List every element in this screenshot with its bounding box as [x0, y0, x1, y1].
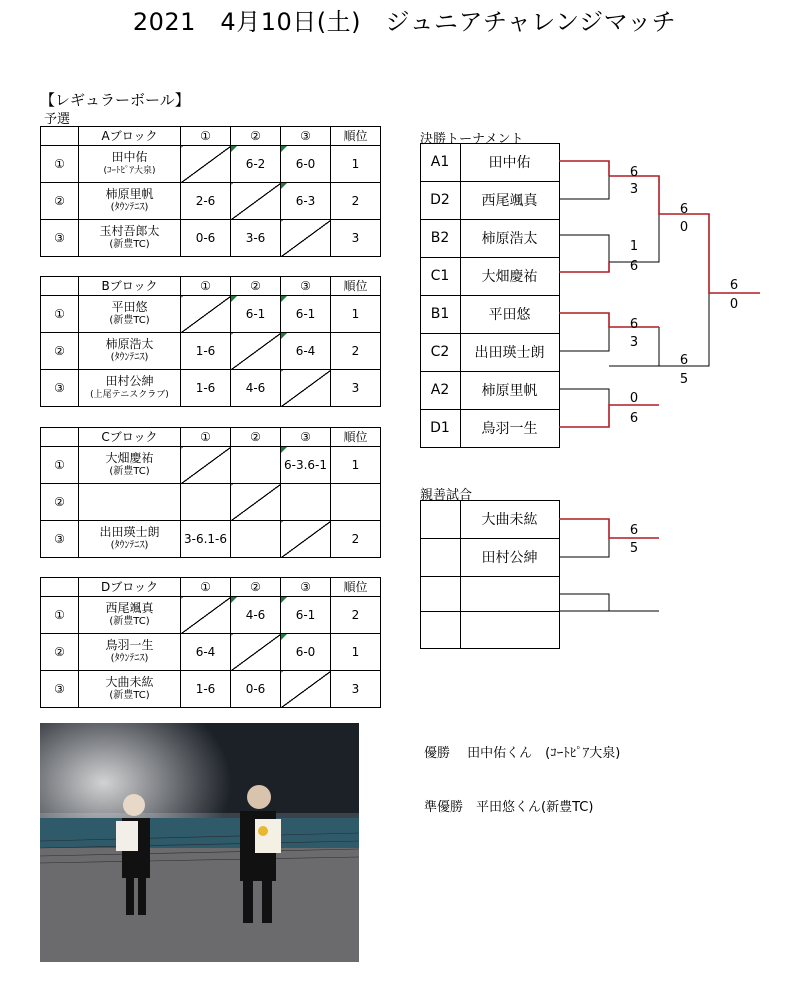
- row-number: ②: [41, 484, 79, 521]
- seed-code: A2: [430, 382, 450, 398]
- bracket-player-name: 平田悠: [488, 307, 531, 323]
- score-cell: 6-1: [281, 296, 331, 333]
- rank-header: 順位: [331, 428, 381, 447]
- seed-code: D1: [430, 420, 450, 436]
- category-label: 【レギュラーボール】: [40, 91, 190, 109]
- score-cell: 6-3: [281, 183, 331, 220]
- bracket-player-name: 柿原浩太: [481, 231, 538, 247]
- row-number: ③: [41, 521, 79, 558]
- seed-code: C2: [430, 344, 450, 360]
- player-name: 大曲未紘: [105, 675, 154, 689]
- player-name: 西尾颯真: [105, 601, 154, 615]
- r1-m2-score-bottom: 6: [629, 259, 639, 274]
- seed-code: A1: [430, 154, 450, 170]
- bracket-player-name: 西尾颯真: [481, 193, 538, 209]
- final-tournament-label: 決勝トーナメント: [420, 132, 524, 147]
- player-club: (新豊TC): [109, 466, 150, 477]
- col-header-3: ③: [281, 127, 331, 146]
- r1-m4-score-top: 0: [629, 391, 639, 406]
- score-cell: 0-6: [231, 671, 281, 708]
- friendly-score-top: 6: [629, 523, 639, 538]
- rank-cell: 2: [331, 183, 381, 220]
- score-cell: 6-0: [281, 146, 331, 183]
- player-name: 柿原里帆: [105, 187, 154, 201]
- player-name: 玉村吾郎太: [99, 224, 160, 238]
- col-header-2: ②: [231, 578, 281, 597]
- player-club: (新豊TC): [109, 239, 150, 250]
- player-name: 田中佑: [111, 150, 148, 164]
- score-cell: 6-4: [281, 333, 331, 370]
- r1-m2-score-top: 1: [629, 239, 639, 254]
- col-header-2: ②: [231, 127, 281, 146]
- rank-header: 順位: [331, 578, 381, 597]
- award-photo: [40, 723, 359, 962]
- bracket-player-name: 柿原里帆: [481, 383, 538, 399]
- bracket-player-name: 大畑慶祐: [481, 269, 538, 285]
- row-number: ①: [41, 447, 79, 484]
- player-name: 出田瑛士朗: [99, 525, 160, 539]
- winner-text: 優勝 田中佑くん (ｺｰﾄﾋﾟｱ大泉): [424, 746, 621, 761]
- player-club: (新豊TC): [109, 315, 150, 326]
- bracket-player-name: 田中佑: [488, 155, 531, 171]
- rank-cell: 2: [331, 597, 381, 634]
- friendly-player-name: 田村公紳: [481, 550, 538, 566]
- col-header-3: ③: [281, 578, 331, 597]
- rank-cell: 2: [331, 521, 381, 558]
- prelim-label: 予選: [44, 112, 71, 127]
- rank-cell: 1: [331, 146, 381, 183]
- rank-cell: 3: [331, 220, 381, 257]
- rank-cell: 3: [331, 671, 381, 708]
- block-name: Aブロック: [79, 127, 181, 146]
- player-club: (ｺｰﾄﾋﾟｱ大泉): [103, 166, 156, 176]
- friendly-player-name: [460, 611, 559, 648]
- rank-cell: 1: [331, 634, 381, 671]
- score-cell: 6-0: [281, 634, 331, 671]
- r1-m3-score-top: 6: [629, 317, 639, 332]
- col-header-2: ②: [231, 428, 281, 447]
- friendly-player-name: [460, 576, 559, 611]
- player-club: (新豊TC): [109, 690, 150, 701]
- r2-m2-score-top: 6: [679, 353, 689, 368]
- bracket-player-name: 出田瑛士朗: [474, 345, 545, 361]
- player-club: (ﾀｳﾝﾃﾆｽ): [110, 540, 149, 551]
- score-cell: 3-6.1-6: [181, 521, 231, 558]
- r2-m1-score-bottom: 0: [679, 220, 689, 235]
- score-cell: 4-6: [231, 597, 281, 634]
- score-cell: 6-3.6-1: [281, 447, 331, 484]
- score-cell: 1-6: [181, 333, 231, 370]
- rank-cell: 3: [331, 370, 381, 407]
- seed-code: D2: [430, 192, 450, 208]
- col-header-3: ③: [281, 277, 331, 296]
- rank-cell: 2: [331, 333, 381, 370]
- block-name: Dブロック: [79, 578, 181, 597]
- bracket-player-name: 鳥羽一生: [481, 421, 538, 437]
- block-name: Bブロック: [79, 277, 181, 296]
- friendly-match-label: 親善試合: [420, 488, 473, 503]
- col-header-1: ①: [181, 277, 231, 296]
- final-score-bottom: 0: [729, 297, 739, 312]
- player-club: (ﾀｳﾝﾃﾆｽ): [110, 352, 149, 363]
- player-name: 鳥羽一生: [105, 638, 154, 652]
- r1-m1-score-top: 6: [629, 165, 639, 180]
- page-title: 2021 4月10日(土) ジュニアチャレンジマッチ: [132, 8, 677, 36]
- block-name: Cブロック: [79, 428, 181, 447]
- rank-cell: 1: [331, 447, 381, 484]
- row-number: ③: [41, 671, 79, 708]
- col-header-1: ①: [181, 428, 231, 447]
- player-club: (ﾀｳﾝﾃﾆｽ): [110, 653, 149, 664]
- final-score-top: 6: [729, 278, 739, 293]
- score-cell: 3-6: [231, 220, 281, 257]
- friendly-score-bottom: 5: [629, 541, 639, 556]
- player-club: (上尾テニスクラブ): [90, 390, 169, 400]
- row-number: ②: [41, 333, 79, 370]
- row-number: ②: [41, 634, 79, 671]
- score-cell: 1-6: [181, 671, 231, 708]
- row-number: ①: [41, 146, 79, 183]
- r2-m1-score-top: 6: [679, 202, 689, 217]
- score-cell: 4-6: [231, 370, 281, 407]
- col-header-2: ②: [231, 277, 281, 296]
- rank-header: 順位: [331, 277, 381, 296]
- r1-m4-score-bottom: 6: [629, 411, 639, 426]
- player-club: (新豊TC): [109, 616, 150, 627]
- seed-code: B2: [430, 230, 450, 246]
- rank-header: 順位: [331, 127, 381, 146]
- score-cell: 6-1: [281, 597, 331, 634]
- row-number: ②: [41, 183, 79, 220]
- player-name: 平田悠: [111, 300, 148, 314]
- row-number: ③: [41, 370, 79, 407]
- r1-m1-score-bottom: 3: [629, 182, 639, 197]
- seed-code: C1: [430, 268, 450, 284]
- score-cell: 2-6: [181, 183, 231, 220]
- row-number: ①: [41, 597, 79, 634]
- r1-m3-score-bottom: 3: [629, 335, 639, 350]
- col-header-3: ③: [281, 428, 331, 447]
- seed-code: B1: [430, 306, 450, 322]
- score-cell: 6-1: [231, 296, 281, 333]
- player-name: 大畑慶祐: [105, 451, 154, 465]
- score-cell: 6-4: [181, 634, 231, 671]
- rank-cell: 1: [331, 296, 381, 333]
- score-cell: 0-6: [181, 220, 231, 257]
- player-name: 柿原浩太: [105, 337, 154, 351]
- player-name: 田村公紳: [105, 374, 154, 388]
- score-cell: 1-6: [181, 370, 231, 407]
- friendly-player-name: 大曲未紘: [481, 512, 538, 528]
- row-number: ③: [41, 220, 79, 257]
- runnerup-text: 準優勝 平田悠くん(新豊TC): [424, 800, 594, 815]
- r2-m2-score-bottom: 5: [679, 372, 689, 387]
- score-cell: 6-2: [231, 146, 281, 183]
- col-header-1: ①: [181, 127, 231, 146]
- player-club: (ﾀｳﾝﾃﾆｽ): [110, 202, 149, 213]
- row-number: ①: [41, 296, 79, 333]
- col-header-1: ①: [181, 578, 231, 597]
